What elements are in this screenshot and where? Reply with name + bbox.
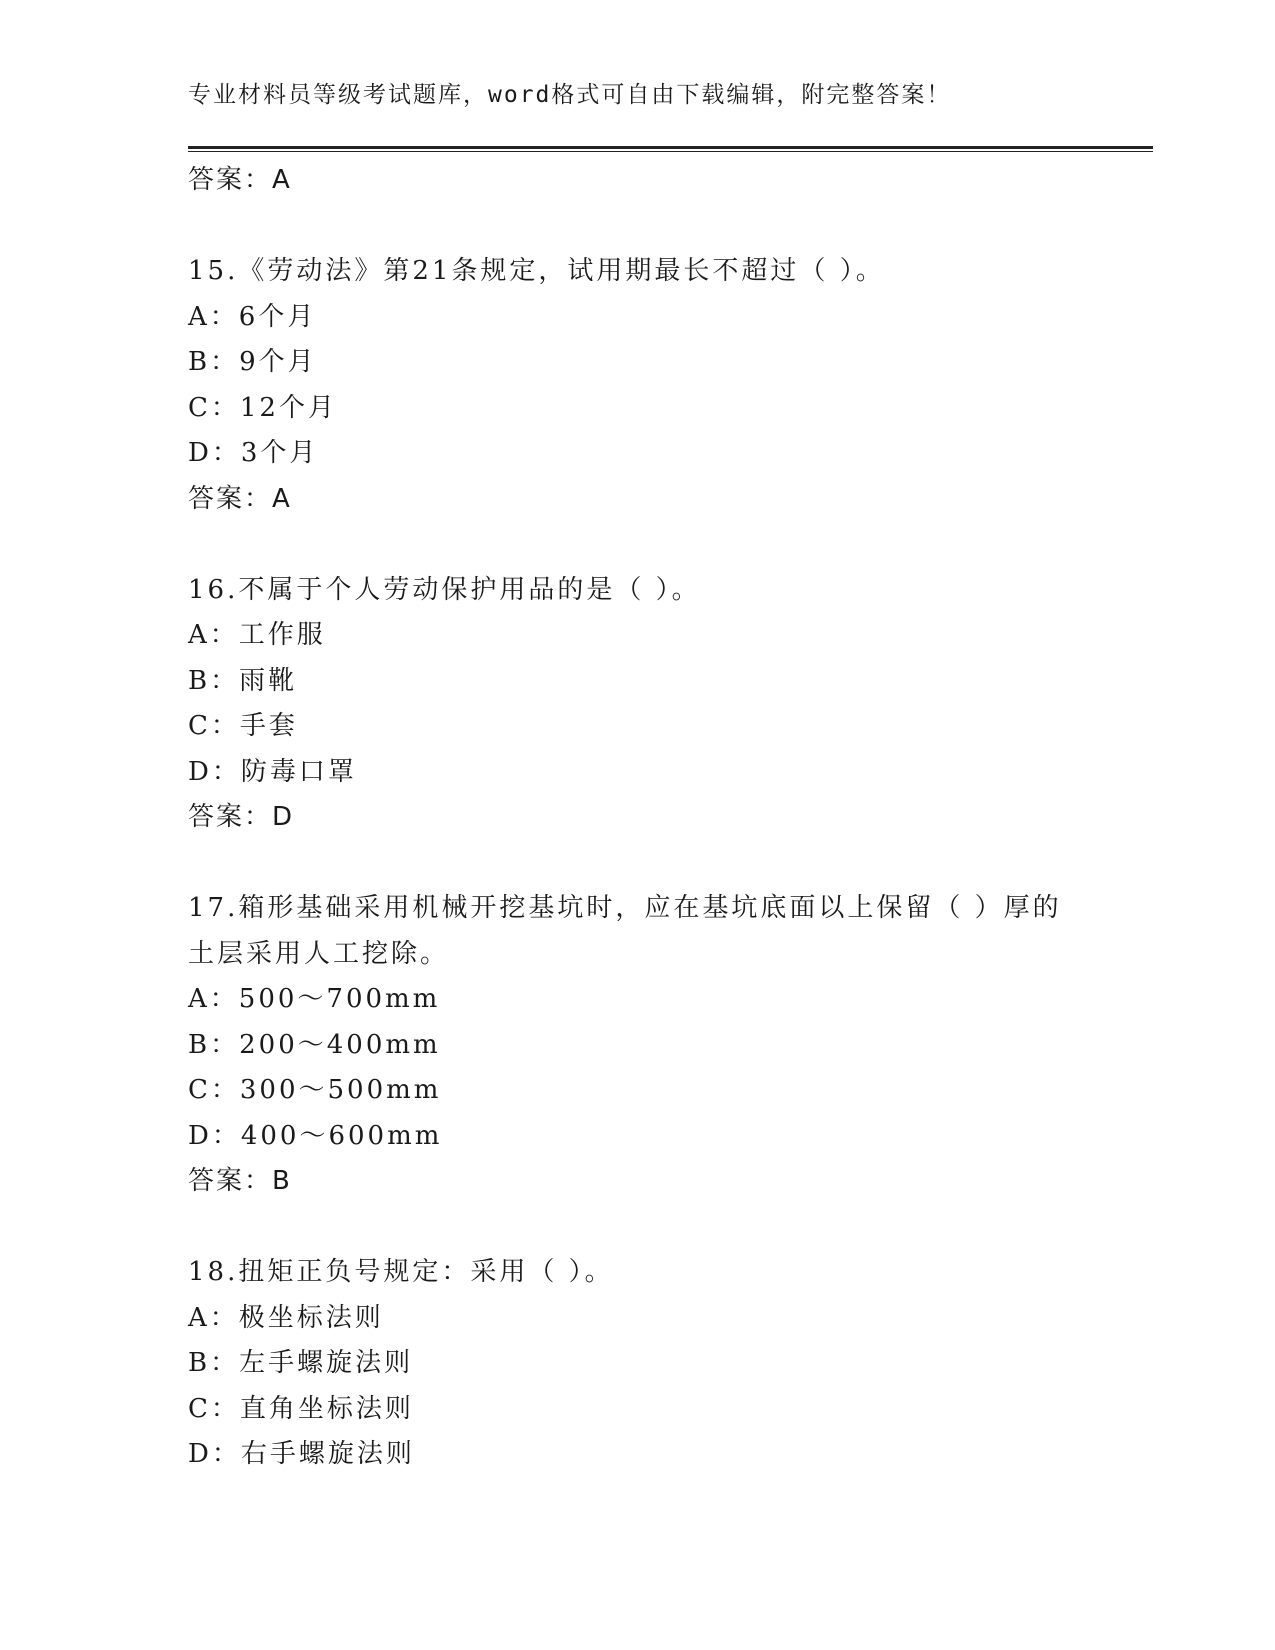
option-a: A：6个月 xyxy=(188,301,317,332)
page-header: 专业材料员等级考试题库，word格式可自由下载编辑，附完整答案！ xyxy=(188,82,952,108)
option-d: D：400～600mm xyxy=(188,1120,443,1151)
option-b: B：左手螺旋法则 xyxy=(188,1348,414,1378)
answer-line: 答案：D xyxy=(188,802,295,832)
question-stem: 17.箱形基础采用机械开挖基坑时，应在基坑底面以上保留（ ）厚的 xyxy=(188,893,1062,923)
option-a: A：极坐标法则 xyxy=(188,1302,384,1333)
spacer xyxy=(188,204,1088,250)
option-d: D：防毒口罩 xyxy=(188,756,357,787)
option-c: C：手套 xyxy=(188,711,298,741)
option-b: B：9个月 xyxy=(188,347,317,377)
question-block xyxy=(188,1250,1088,1478)
spacer xyxy=(188,1205,1088,1251)
option-b: B：200～400mm xyxy=(188,1029,441,1060)
option-c: C：300～500mm xyxy=(188,1075,442,1105)
option-c: C：12个月 xyxy=(188,392,337,423)
question-list xyxy=(188,158,1088,1478)
answer-line: 答案：A xyxy=(188,483,292,514)
question-block xyxy=(188,249,1088,522)
option-d: D：3个月 xyxy=(188,438,319,468)
header-rule-thin xyxy=(188,151,1153,152)
answer-line: 答案：A xyxy=(188,165,292,195)
question-block xyxy=(188,886,1088,1205)
question-stem: 15.《劳动法》第21条规定，试用期最长不超过（ ）。 xyxy=(188,256,885,286)
answer-line: 答案：B xyxy=(188,1166,292,1196)
option-b: B：雨靴 xyxy=(188,665,298,696)
option-c: C：直角坐标法则 xyxy=(188,1393,414,1424)
spacer xyxy=(188,522,1088,568)
option-d: D：右手螺旋法则 xyxy=(188,1439,415,1469)
option-a: A：工作服 xyxy=(188,620,326,650)
question-block xyxy=(188,568,1088,841)
question-stem-continued: 土层采用人工挖除。 xyxy=(188,938,450,969)
option-a: A：500～700mm xyxy=(188,984,441,1014)
question-stem: 18.扭矩正负号规定：采用（ ）。 xyxy=(188,1257,614,1287)
question-stem: 16.不属于个人劳动保护用品的是（ ）。 xyxy=(188,574,701,605)
spacer xyxy=(188,841,1088,887)
header-rule-thick xyxy=(188,146,1153,149)
